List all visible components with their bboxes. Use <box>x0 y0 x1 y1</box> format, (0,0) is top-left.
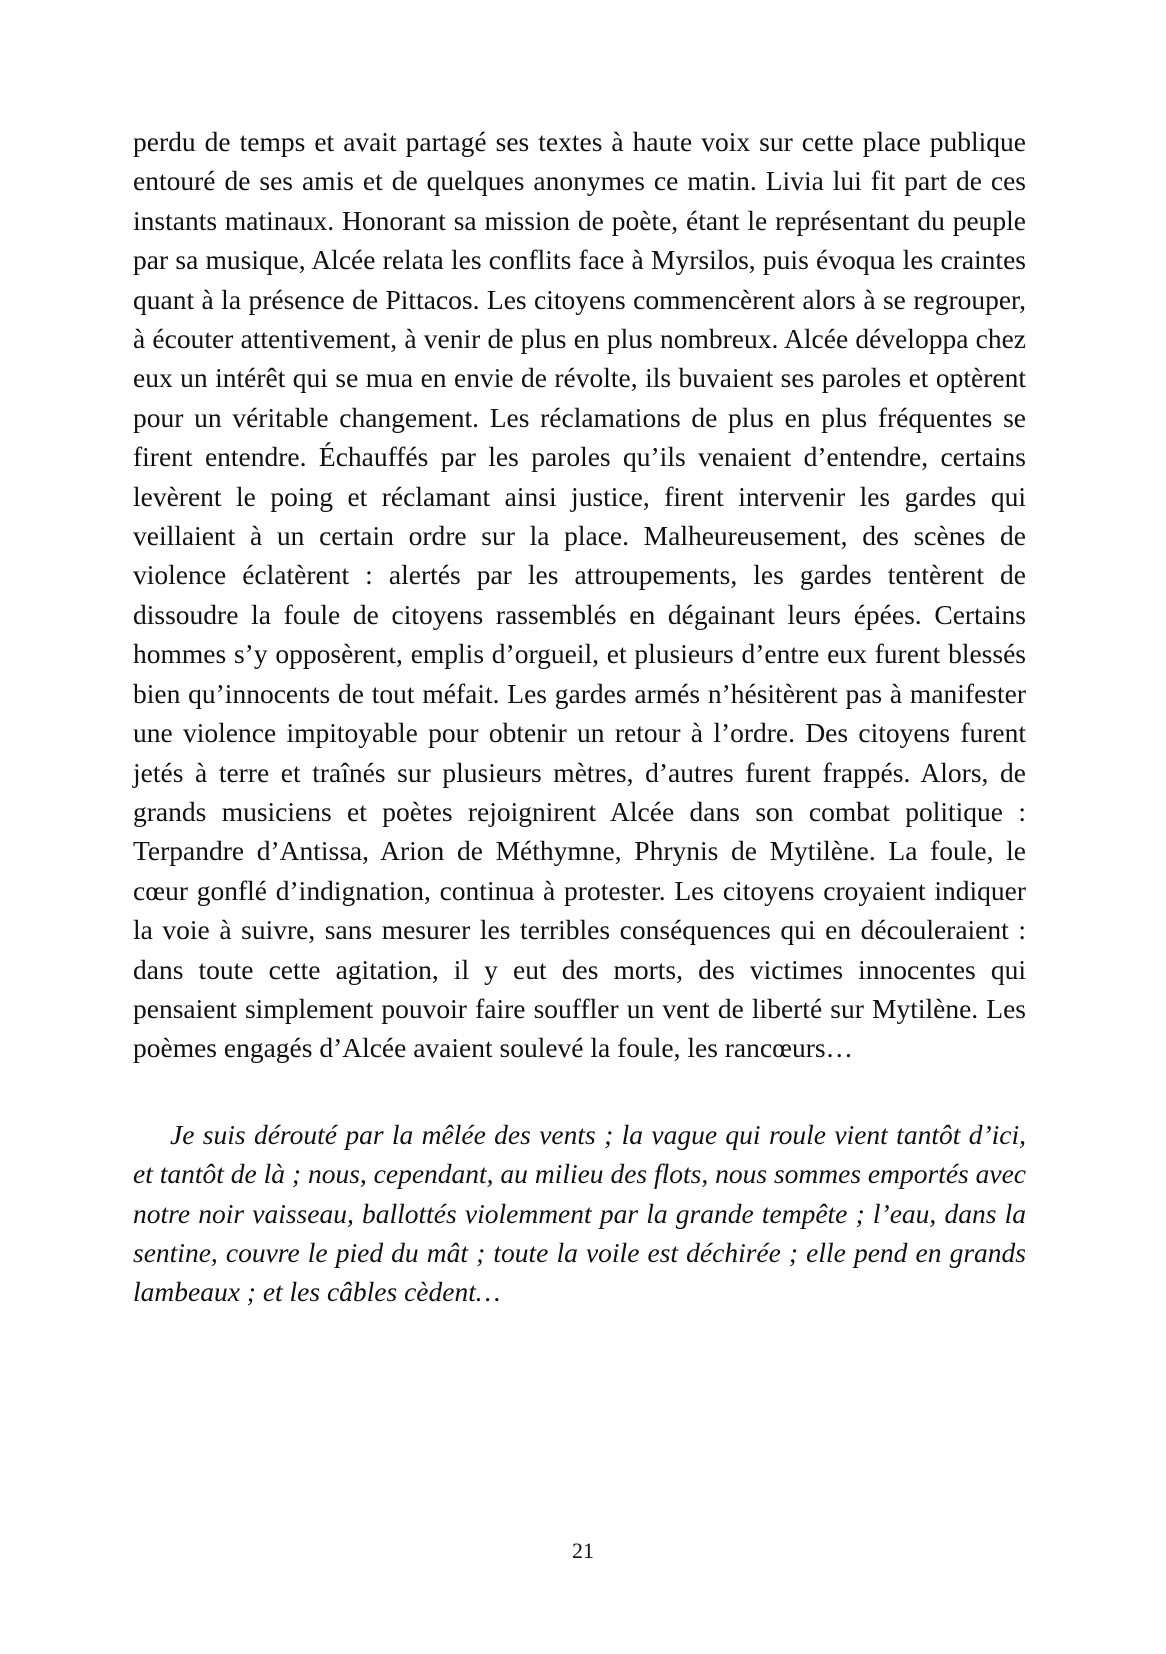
poem-quote: Je suis dérouté par la mêlée des vents ; la vague qui roule vient tantôt d’ici, et tantôt de là ; nous, cependant, au milieu des flots, nous sommes emportés avec notre noir vaisseau, ballottés violemment par la grande tempête ; l’eau, dans la sentine, couvre le pied du mât ; toute la voile est déchirée ; elle pend en grands lambeaux ; et les câbles cèdent… <box>133 1118 1026 1308</box>
page-number: 21 <box>572 1538 594 1563</box>
body-paragraph: perdu de temps et avait partagé ses textes à haute voix sur cette place publique entouré de ses amis et de quelques anonymes ce matin. Livia lui fit part de ces instants matinaux. Honorant sa mission de poète, étant le représentant du peuple par sa musique, Alcée relata les conflits face à Myrsilos, puis évoqua les craintes quant à la présence de Pittacos. Les citoyens commencèrent alors à se regrouper, à écouter attentivement, à venir de plus en plus nombreux. Alcée développa chez eux un intérêt qui se mua en envie de révolte, ils buvaient ses paroles et optèrent pour un véritable changement. Les réclamations de plus en plus fréquentes se firent entendre. Échauffés par les paroles qu’ils venaient d’entendre, certains levèrent le poing et réclamant ainsi justice, firent intervenir les gardes qui veillaient à un certain ordre sur la place. Malheureusement, des scènes de violence éclatèrent : alertés par les attroupements, les gardes tentèrent de dissoudre la foule de citoyens rassemblés en dégainant leurs épées. Certains hommes s’y opposèrent, emplis d’orgueil, et plusieurs d’entre eux furent blessés bien qu’innocents de tout méfait. Les gardes armés n’hésitèrent pas à manifester une violence impitoyable pour obtenir un retour à l’ordre. Des citoyens furent jetés à terre et traînés sur plusieurs mètres, d’autres furent frappés. Alors, de grands musiciens et poètes rejoignirent Alcée dans son combat politique : Terpandre d’Antissa, Arion de Méthymne, Phrynis de Mytilène. La foule, le cœur gonflé d’indignation, continua à protester. Les citoyens croyaient indiquer la voie à suivre, sans mesurer les terribles conséquences qui en découleraient : dans toute cette agitation, il y eut des morts, des victimes innocentes qui pensaient simplement pouvoir faire souffler un vent de liberté sur Mytilène. Les poèmes engagés d’Alcée avaient soulevé la foule, les rancœurs… <box>133 126 1026 1064</box>
page-content <box>133 122 1026 1312</box>
